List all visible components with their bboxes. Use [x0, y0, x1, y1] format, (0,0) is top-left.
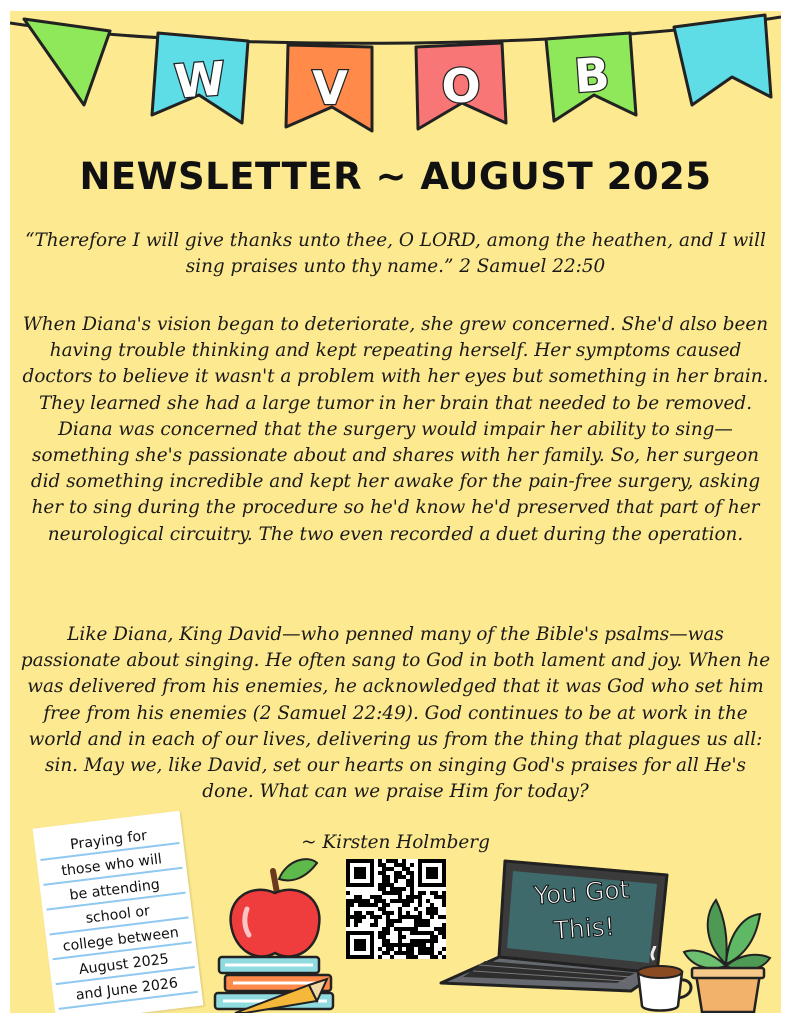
apple-books-illustration — [213, 853, 348, 1013]
note-line: Praying for — [38, 823, 180, 861]
apple-icon — [231, 859, 320, 956]
banner-letter-v: V — [312, 61, 348, 115]
scripture-verse: “Therefore I will give thanks unto thee, O LORD, among the heathen, and I will sing praises unto thy name.” 2 Samuel 22:50 — [25, 230, 766, 278]
screen-line: You Got — [533, 874, 631, 911]
note-line: school or — [47, 898, 189, 936]
author-signature: ~ Kirsten Holmberg — [301, 832, 490, 853]
pennant-green-left — [24, 19, 110, 105]
newsletter-page — [10, 11, 781, 1013]
screen-line: This! — [552, 911, 616, 946]
reflection-paragraph: Like Diana, King David—who penned many of the Bible's psalms—was passionate about singing. He often sang to God in both lament and joy. When he was delivered from his enemies, he acknowledged that it was God who set him free from his enemies (2 Samuel 22:49). God continues to be at work in the world and in each of our lives, delivering us from the thing that plagues us all: sin. May we, like David, set our hearts on singing God's praises for all He's done. What can we praise Him for today? — [20, 624, 771, 803]
pennant-cyan-right — [674, 15, 771, 105]
story-paragraph: When Diana's vision began to deteriorate, she grew concerned. She'd also been having trouble thinking and kept repeating herself. Her symptoms caused doctors to believe it wasn't a problem with her eyes but something in her brain. They learned she had a large tumor in her brain that needed to be removed. Diana was concerned that the surgery would impair her ability to sing—something she's passionate about and shares with her family. So, her surgeon did something incredible and kept her awake for the pain-free surgery, asking her to sing during the procedure so he'd know he'd preserved that part of her neurological circuitry. The two even recorded a duet during the operation. — [22, 314, 769, 545]
note-line: those who will — [41, 848, 183, 886]
bunting-banner — [10, 11, 781, 146]
potted-plant-icon — [682, 896, 772, 1013]
banner-letter-o: O — [441, 59, 481, 113]
banner-letter-b: B — [572, 46, 612, 104]
prayer-note-card — [33, 811, 204, 1013]
note-line: college between — [50, 922, 192, 960]
laptop-screen-text — [518, 871, 649, 952]
note-line: August 2025 — [53, 947, 195, 985]
note-line: and June 2026 — [56, 972, 198, 1010]
newsletter-title: NEWSLETTER ~ AUGUST 2025 — [79, 155, 712, 198]
qr-code[interactable] — [346, 858, 446, 960]
banner-letter-w: W — [172, 51, 228, 109]
note-line: be attending — [44, 873, 186, 911]
